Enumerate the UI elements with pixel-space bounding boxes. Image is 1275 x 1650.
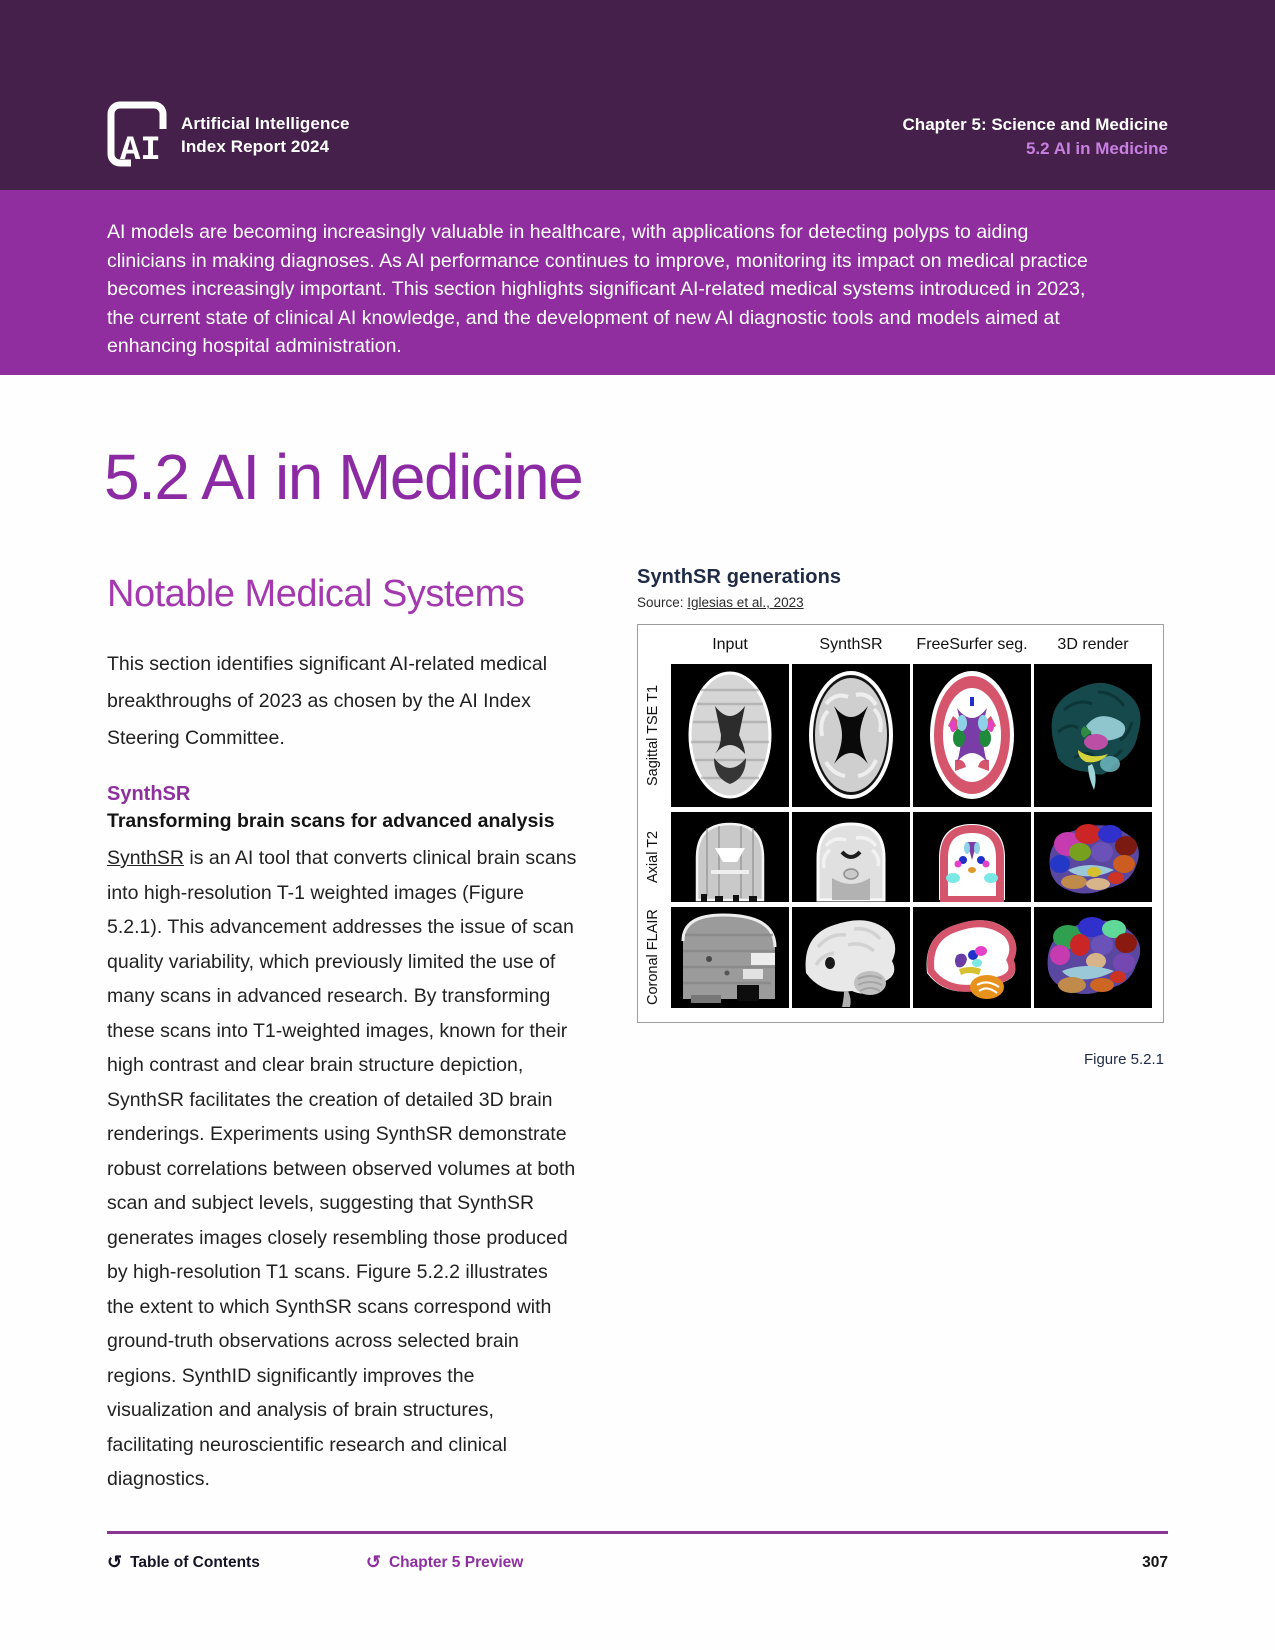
column-header-freesurfer: FreeSurfer seg.	[916, 636, 1028, 653]
intro-paragraph: AI models are becoming increasingly valuable in healthcare, with applications for detecting polyps to aiding clinicians in making diagnoses. As AI performance continues to improve, monitoring its impact on medical practice becomes increasingly important. This section highlights significant AI-related medical systems introduced in 2023, the current state of clinical AI knowledge, and the development of new AI diagnostic tools and models aimed at enhancing hospital administration.	[107, 221, 1088, 357]
scan-tile-freesurfer-axial	[913, 812, 1031, 902]
section-subtitle: Notable Medical Systems	[107, 573, 525, 615]
header-section: 5.2 AI in Medicine	[1025, 139, 1168, 158]
scan-tile-input-coronal	[671, 907, 789, 1008]
logo-mark: AI	[120, 132, 161, 167]
article-heading: SynthSR	[107, 783, 191, 805]
article-subheading: Transforming brain scans for advanced analysis	[107, 810, 555, 832]
scan-tile-3drender-coronal	[1034, 907, 1152, 1008]
scan-tile-freesurfer-coronal	[913, 907, 1031, 1008]
header-chapter: Chapter 5: Science and Medicine	[902, 115, 1168, 134]
scan-tile-input-sagittal	[671, 664, 789, 807]
footer-divider	[107, 1531, 1168, 1534]
figure-caption: Figure 5.2.1	[1083, 1051, 1164, 1068]
scan-tile-synthsr-sagittal	[792, 664, 910, 807]
scan-tile-synthsr-axial	[792, 812, 910, 902]
lead-paragraph: This section identifies significant AI-related medical breakthroughs of 2023 as chosen by the AI Index Steering Committee.	[107, 653, 548, 749]
footer	[107, 1552, 1168, 1573]
table-of-contents-link[interactable]	[107, 1552, 260, 1573]
chapter-preview-label: Chapter 5 Preview	[388, 1553, 524, 1571]
scan-tile-input-axial	[671, 812, 789, 902]
source-prefix: Source:	[637, 595, 688, 610]
brand	[107, 101, 350, 167]
return-arrow-icon: ↺	[107, 1552, 123, 1572]
table-of-contents-label: Table of Contents	[130, 1553, 260, 1571]
source-link[interactable]: Iglesias et al., 2023	[687, 595, 804, 610]
header-band	[0, 0, 1275, 190]
row-label-coronal: Coronal FLAIR	[645, 909, 661, 1006]
header-breadcrumb	[903, 113, 1168, 161]
figure-source	[637, 595, 1164, 610]
scan-grid	[638, 625, 1163, 1022]
brand-line2: Index Report 2024	[181, 137, 330, 156]
row-label-sagittal: Sagittal TSE T1	[645, 684, 661, 787]
column-header-synthsr: SynthSR	[819, 636, 883, 653]
scan-tile-3drender-axial	[1034, 812, 1152, 902]
page-number: 307	[1142, 1553, 1168, 1571]
synthsr-link[interactable]: SynthSR	[107, 847, 184, 869]
scan-tile-synthsr-coronal	[792, 907, 910, 1008]
scan-tile-3drender-sagittal	[1034, 664, 1152, 807]
page-title: 5.2 AI in Medicine	[104, 441, 583, 513]
figure-title: SynthSR generations	[637, 566, 842, 588]
return-arrow-icon: ↺	[365, 1552, 381, 1572]
scan-tile-freesurfer-sagittal	[913, 664, 1031, 807]
column-header-3drender: 3D render	[1057, 636, 1129, 653]
brand-line1: Artificial Intelligence	[181, 114, 350, 133]
left-column	[107, 573, 577, 1497]
chapter-preview-link[interactable]	[366, 1552, 524, 1573]
figure-column	[637, 566, 1164, 1068]
figure-panel	[637, 624, 1164, 1023]
intro-band	[0, 190, 1275, 375]
row-label-axial: Axial T2	[645, 830, 661, 884]
article-body-text: is an AI tool that converts clinical brain scans into high-resolution T-1 weighted images (Figure 5.2.1). This advancement addresses the issue of scan quality variability, which previously limited the use of many scans in advanced research. By transforming these scans into T1-weighted images, known for their high contrast and clear brain structure depiction, SynthSR facilitates the creation of detailed 3D brain renderings. Experiments using SynthSR demonstrate robust correlations between observed volumes at both scan and subject levels, suggesting that SynthSR generates images closely resembling those produced by high-resolution T1 scans. Figure 5.2.2 illustrates the extent to which SynthSR scans correspond with ground-truth observations across selected brain regions. SynthID significantly improves the visualization and analysis of brain structures, facilitating neuroscientific research and clinical diagnostics.	[107, 847, 577, 1490]
brand-text	[181, 112, 350, 158]
grid-corner	[638, 631, 668, 659]
column-header-input: Input	[712, 636, 748, 653]
ai-index-logo-icon	[107, 101, 167, 167]
article-body	[107, 841, 577, 1497]
